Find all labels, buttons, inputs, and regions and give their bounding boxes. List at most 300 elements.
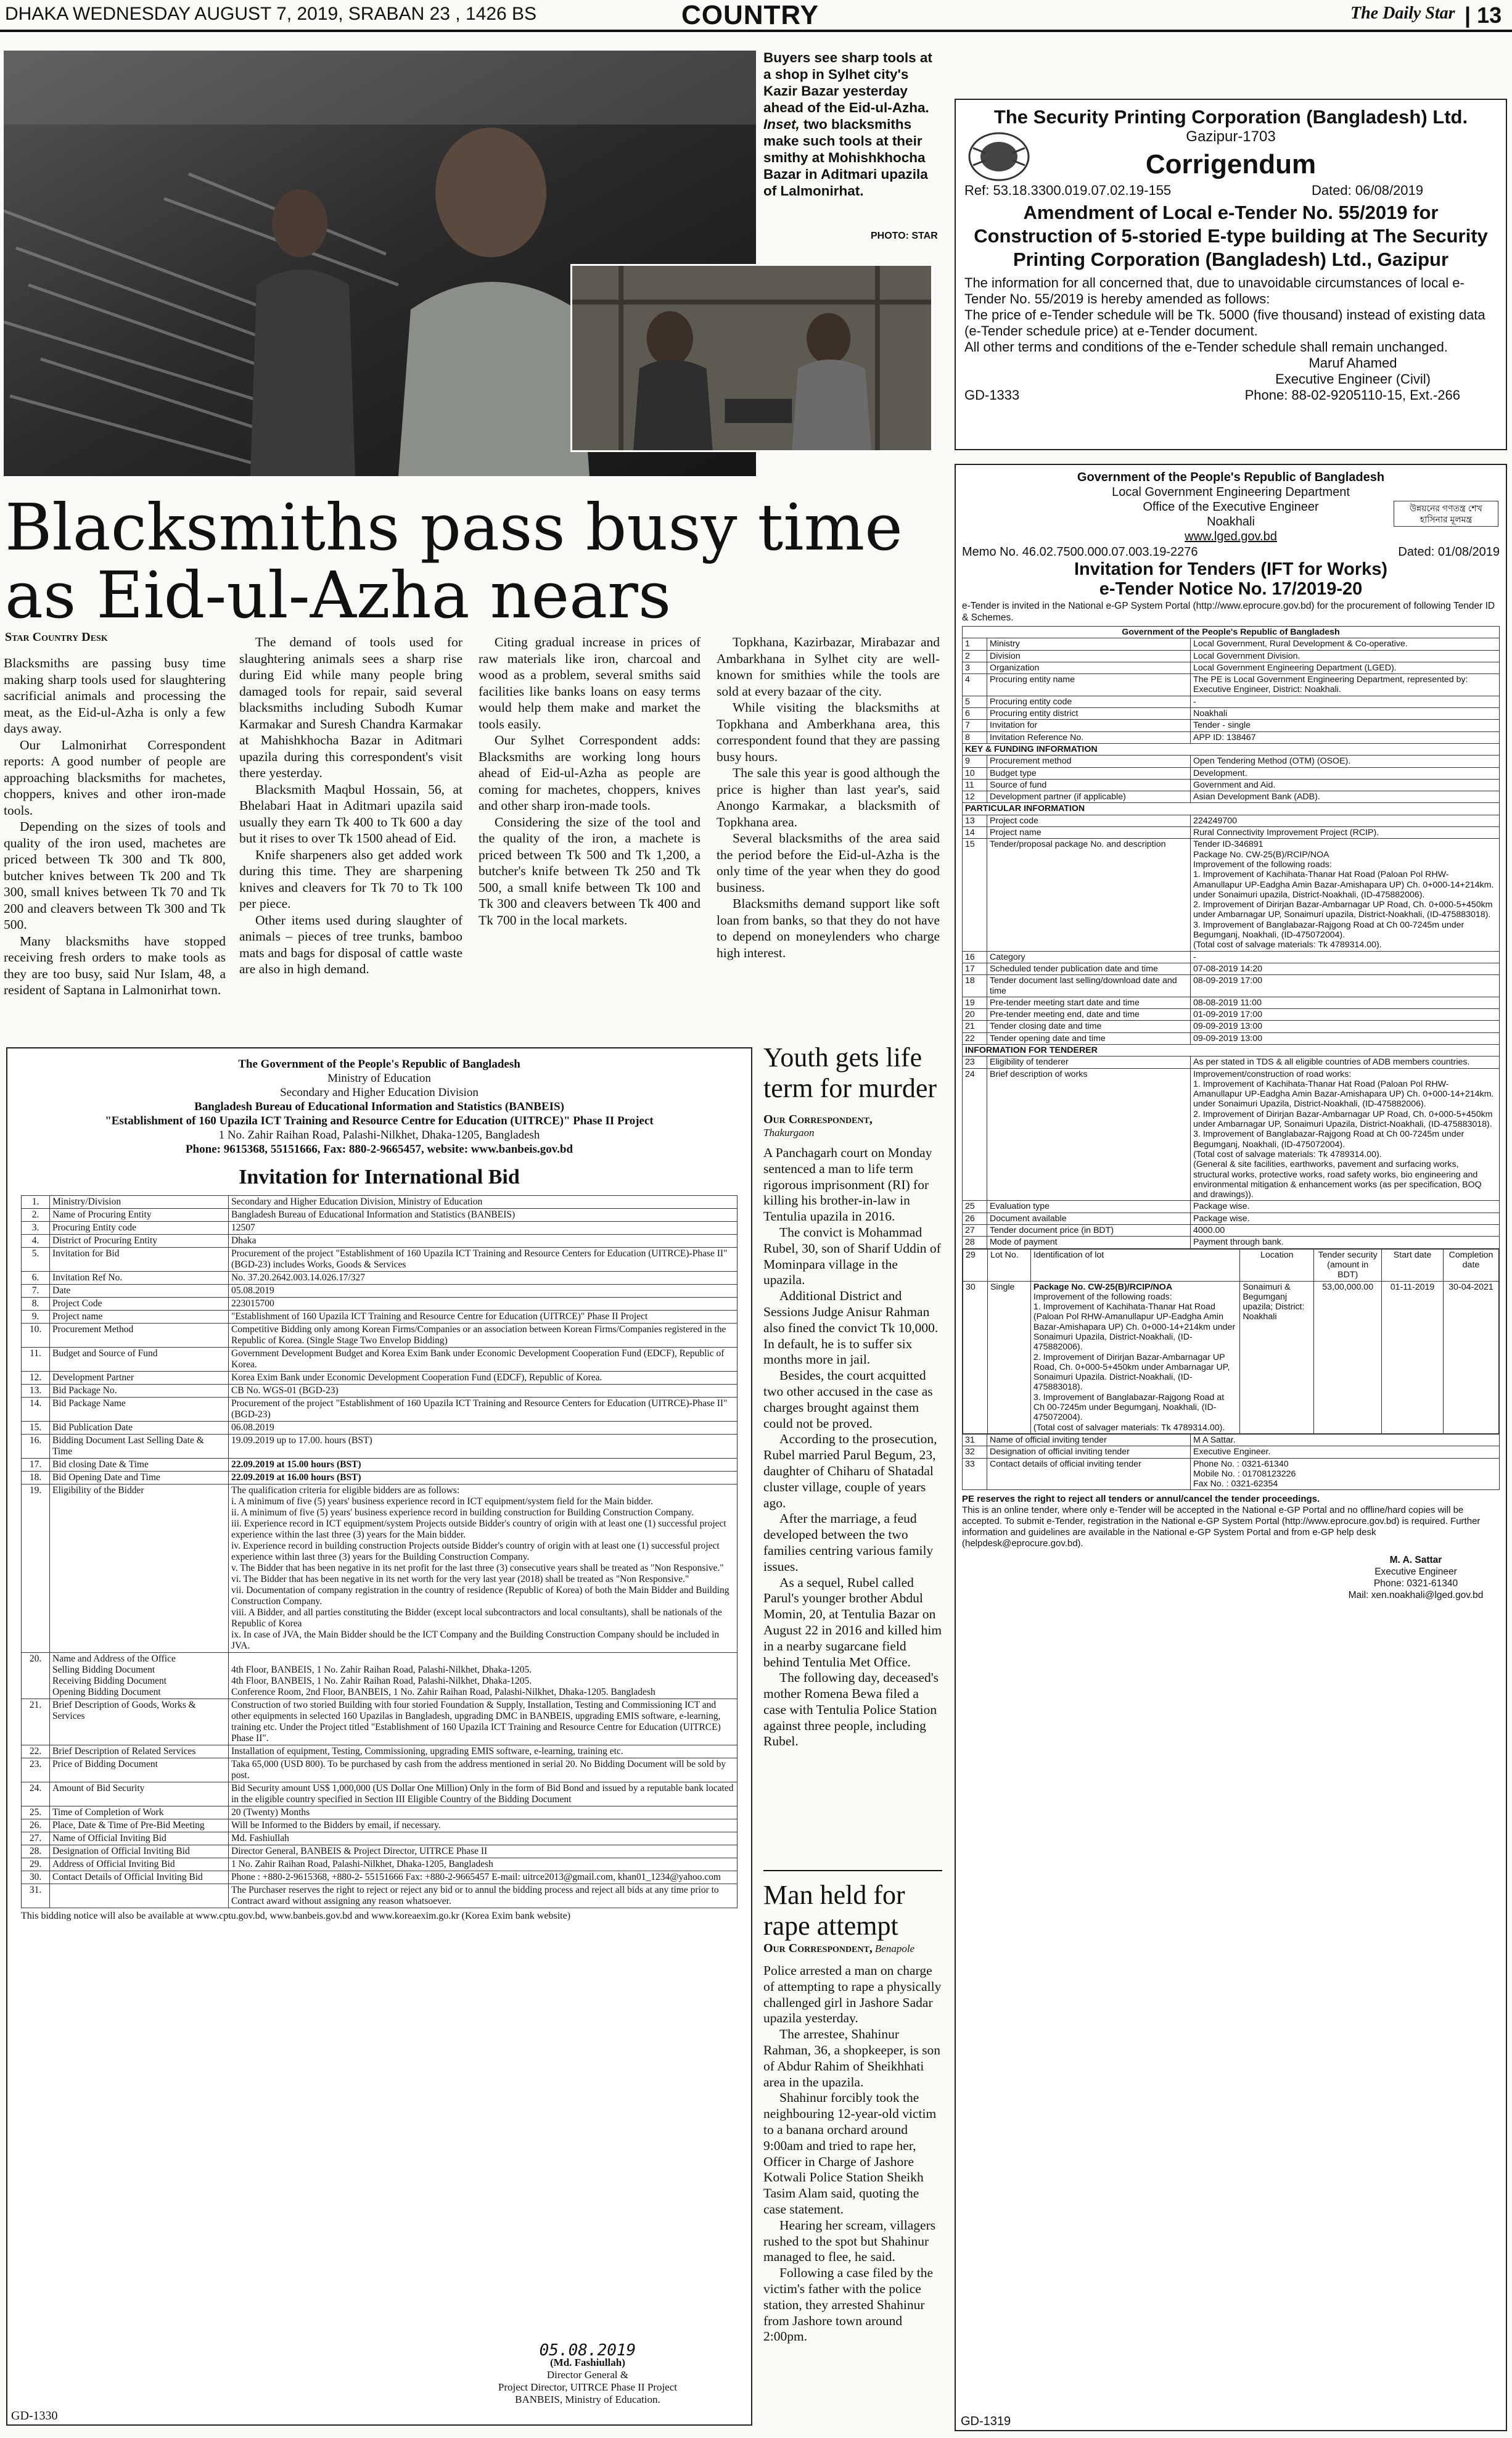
table-cell: The qualification criteria for eligible bidders are as follows: i. A minimum of five (5) years' business experience record in ICT equipment/system field for the Main bidder. ii. A minimum of five (5) years' business experience record in building construction for Building Construction Company. iii. Experience record in ICT equipment/system Projects outside Bidder's country of origin with at least one (1) successful project experience within the last three (3) years for the Main bidder. iv. Experience record in building construction Projects outside Bidder's country of origin with at least one (1) successful project experience within last three (3) years for the Building Construction Company. v. The Bidder that has been negative in its net profit for the last three (3) consecutive years shall be treated as "Non Responsive." vi. The Bidder that has been negative in its net worth for the very last year (2018) shall be treated as "Non Responsive." vii. Documentation of company registration in the country of residence (Republic of Korea) of both the Main Bidder and Building Construction Company. viii. A Bidder, and all parties constituting the Bidder (except local subcontractors and local consultants), shall be nationals of the Republic of Korea ix. In case of JVA, the Main Bidder should be the ICT Company and the Building Construction Company should be included in JVA.	[229, 1485, 738, 1653]
table-cell: 25	[963, 1201, 987, 1213]
ad-title	[962, 559, 1500, 599]
table-cell: 31.	[22, 1884, 50, 1908]
table-cell: 05.08.2019	[229, 1285, 738, 1298]
table-cell: 31	[963, 1434, 987, 1446]
table-cell: Procuring entity name	[987, 674, 1191, 696]
table-cell: 20	[963, 1009, 987, 1021]
caption-text-2: two blacksmiths make such tools at their smithy at Mohishkhocha Bazar in Aditmari upazila of Lalmonirhat.	[763, 117, 928, 199]
table-cell: Package wise.	[1191, 1213, 1500, 1224]
table-cell: 33	[963, 1458, 987, 1490]
table-cell: CB No. WGS-01 (BGD-23)	[229, 1385, 738, 1398]
ad-signature	[498, 2341, 677, 2406]
ad-footer-row	[964, 387, 1497, 403]
table-cell: Amount of Bid Security	[50, 1782, 229, 1806]
spc-corrigendum-ad	[955, 99, 1507, 450]
table-cell: Price of Bidding Document	[50, 1758, 229, 1782]
signer-title-3: BANBEIS, Ministry of Education.	[515, 2394, 660, 2405]
lot-table	[963, 1249, 1499, 1434]
table-cell: Invitation for Bid	[50, 1248, 229, 1272]
story-body	[763, 1145, 942, 1750]
table-row	[963, 963, 1500, 974]
table-cell: 27	[963, 1225, 987, 1237]
table-row	[963, 779, 1500, 791]
table-cell: Government of the People's Republic of Bangladesh	[963, 627, 1500, 638]
paragraph: As a sequel, Rubel called Parul's younger brother Abdul Momin, 20, at Tentulia Bazar on August 22 in 2016 and killed him in a nearby sugarcane field behind Tentulia Met Office.	[763, 1575, 942, 1670]
ad-memo: Memo No. 46.02.7500.000.07.003.19-2276	[962, 545, 1198, 559]
ad-title: Corrigendum	[1145, 149, 1317, 179]
lot-package: Package No. CW-25(B)/RCIP/NOA	[1033, 1282, 1173, 1292]
table-cell: 21	[963, 1021, 987, 1032]
bid-table	[21, 1195, 738, 1908]
signer-name: M. A. Sattar	[1389, 1555, 1442, 1566]
table-row	[963, 1201, 1500, 1213]
table-cell: 22.	[22, 1745, 50, 1758]
table-cell: 08-09-2019 17:00	[1191, 975, 1500, 997]
table-cell: Invitation for	[987, 720, 1191, 731]
table-row	[963, 1056, 1500, 1068]
table-row	[22, 1398, 738, 1422]
table-cell: 2	[963, 650, 987, 662]
paragraph: According to the prosecution, Rubel married Parul Begum, 23, daughter of Chiharu of Shatadal cluster village, couple of years ago.	[763, 1431, 937, 1510]
table-cell: Tender opening date and time	[987, 1032, 1191, 1044]
table-cell: Md. Fashiullah	[229, 1832, 738, 1845]
table-row	[963, 708, 1500, 720]
table-row	[963, 662, 1500, 673]
story-rape-attempt	[763, 1880, 942, 2345]
table-cell: Brief Description of Related Services	[50, 1745, 229, 1758]
story-place: Benapole	[874, 1943, 915, 1954]
table-cell: 18	[963, 975, 987, 997]
table-cell: Development Partner	[50, 1372, 229, 1385]
paragraph: Many blacksmiths have stopped receiving fresh orders to make tools as they are too busy, said Nur Islam, 48, a resident of Saptana in Lalmonirhat town.	[4, 933, 226, 997]
table-cell: 22.09.2019 at 16.00 hours (BST)	[229, 1472, 738, 1485]
table-row	[963, 839, 1500, 951]
table-cell: Division	[987, 650, 1191, 662]
table-row	[963, 638, 1500, 650]
table-row	[22, 1858, 738, 1871]
ad-note: This is an online tender, where only e-Tender will be accepted in the National e-GP Portal and no offline/hard copies will be accepted. To submit e-Tender, registration in the National e-GP System Portal (http://www.eprocure.gov.bd) is required. Further information and guidelines are available in the National e-GP System Portal and from e-GP help desk (helpdesk@eprocure.gov.bd).	[962, 1505, 1481, 1549]
paragraph: The sale this year is good although the price is higher than last year's, said Anongo Karmakar, a blacksmith of Topkhana area.	[717, 765, 940, 830]
table-cell: Project code	[987, 815, 1191, 826]
table-cell: Budget type	[987, 767, 1191, 779]
table-row	[22, 1871, 738, 1884]
signer-phone: Phone: 0321-61340	[1373, 1578, 1458, 1589]
table-cell: 12507	[229, 1222, 738, 1235]
table-cell: -	[1191, 951, 1500, 963]
table-cell: 17.	[22, 1459, 50, 1472]
table-cell: Package wise.	[1191, 1201, 1500, 1213]
table-cell: Development.	[1191, 767, 1500, 779]
table-cell: 9	[963, 756, 987, 767]
table-cell: 3	[963, 662, 987, 673]
paragraph: Shahinur forcibly took the neighbouring 12-year-old victim to a banana orchard around 9:00am and tried to rape her, Officer in Charge of Jashore Kotwali Police Station Sheikh Tasim Alam said, quoting the case statement.	[763, 2090, 937, 2217]
table-row	[22, 1196, 738, 1209]
table-cell: Phone No. : 0321-61340 Mobile No. : 01708123226 Fax No. : 0321-62354	[1191, 1458, 1500, 1490]
table-cell: "Establishment of 160 Upazila ICT Training and Resource Centre for Education (UITRCE)" Phase II Project	[229, 1311, 738, 1324]
table-cell: Pre-tender meeting start date and time	[987, 997, 1191, 1008]
table-cell: Ministry	[987, 638, 1191, 650]
table-cell: Open Tendering Method (OTM) (OSOE).	[1191, 756, 1500, 767]
paragraph: After the marriage, a feud developed between the two families centring various family issues.	[763, 1511, 934, 1574]
photo-caption	[763, 49, 942, 199]
table-cell: Tender/proposal package No. and description	[987, 839, 1191, 951]
table-cell	[50, 1884, 229, 1908]
table-cell: 15.	[22, 1422, 50, 1435]
table-cell: 18.	[22, 1472, 50, 1485]
table-row	[963, 1009, 1500, 1021]
lged-tender-ad	[955, 464, 1507, 2431]
table-cell: Invitation Ref No.	[50, 1272, 229, 1285]
lot-section	[963, 1248, 1500, 1434]
table-cell: 29.	[22, 1858, 50, 1871]
table-row	[963, 1237, 1500, 1248]
caption-inset-label: Inset,	[763, 117, 800, 132]
table-row	[963, 1068, 1500, 1201]
table-cell: 09-09-2019 13:00	[1191, 1021, 1500, 1032]
table-row	[22, 1298, 738, 1311]
table-cell: District of Procuring Entity	[50, 1235, 229, 1248]
table-cell: Local Government Division.	[1191, 650, 1500, 662]
table-cell: 6.	[22, 1272, 50, 1285]
table-cell: Local Government, Rural Development & Co-operative.	[1191, 638, 1500, 650]
table-cell: 4th Floor, BANBEIS, 1 No. Zahir Raihan Road, Palashi-Nilkhet, Dhaka-1205. 4th Floor, BANBEIS, 1 No. Zahir Raihan Road, Palashi-Nilkhet, Dhaka-1205. Conference Room, 2nd Floor, BANBEIS, 1 No. Zahir Raihan Road, Palashi-Nilkhet, Dhaka-1205. Bangladesh	[229, 1653, 738, 1699]
table-cell: Scheduled tender publication date and time	[987, 963, 1191, 974]
table-cell: Designation of official inviting tender	[987, 1446, 1191, 1458]
table-row	[963, 743, 1500, 755]
ad-division: Secondary and Higher Education Division	[280, 1086, 479, 1099]
table-row	[963, 1032, 1500, 1044]
tender-table	[962, 626, 1500, 1490]
lot-row	[963, 1281, 1499, 1433]
table-cell: 32	[963, 1446, 987, 1458]
table-cell: -	[1191, 696, 1500, 707]
table-cell: Construction of two storied Building with four storied Foundation & Supply, Installation, Testing and Commissioning ICT and other equipments in selected 160 Upazilas in Bangladesh, upgrading DMC in BANBEIS, upgrading EMIS software, e-learning, training etc. Under the Project titled "Establishment of 160 Upazila ICT Training and Resource Centre for Education (UITRCE) Phase II".	[229, 1699, 738, 1745]
table-cell: Procurement of the project "Establishment of 160 Upazila ICT Training and Resource Centers for Education (UITRCE)-Phase II" (BGD-23) includes Works, Goods & Services	[229, 1248, 738, 1272]
table-cell: 29	[963, 1249, 988, 1281]
article-column-1	[4, 655, 226, 999]
table-cell: Tender ID-346891 Package No. CW-25(B)/RCIP/NOA Improvement of the following roads: 1. Improvement of Kachihata-Thanar Hat Road (Paloan Pol RHW-Amanullapur UP-Eadgha Amin Bazar-Amishapara UP) Ch. 0+000-14+214km. under Sonaimuri upazila, District-Noakhali, (ID-475882006). 2. Improvement of Dirirjan Bazar-Ambarnagar UP Road, Ch. 0+000-5+450km under Ambarnagar UP, Sonaimuri upazila, District-Noakhali, (ID-475883018). 3. Improvement of Banglabazar-Rajgong Road at Ch 00-7245m under Begumganj, Noakhali, (ID-475072004). (Total cost of salvage materials: Tk 4789314.00).	[1191, 839, 1500, 951]
table-cell: Taka 65,000 (USD 800). To be purchased by cash from the address mentioned in serial 20. No Bidding Document will be sold by post.	[229, 1758, 738, 1782]
table-row	[963, 975, 1500, 997]
table-row	[22, 1745, 738, 1758]
table-cell: No. 37.20.2642.003.14.026.17/327	[229, 1272, 738, 1285]
table-cell: 7	[963, 720, 987, 731]
table-row	[22, 1324, 738, 1348]
table-row	[22, 1209, 738, 1222]
table-row	[963, 767, 1500, 779]
table-row	[963, 827, 1500, 839]
table-cell: 08-08-2019 11:00	[1191, 997, 1500, 1008]
table-cell: Procuring Entity code	[50, 1222, 229, 1235]
ad-project: "Establishment of 160 Upazila ICT Training and Resource Centre for Education (UITRCE)" Phase II Project	[105, 1114, 654, 1127]
table-cell: The Purchaser reserves the right to reject or reject any bid or to annul the bidding process and reject all bids at any time prior to Contract award without assigning any reason whatsoever.	[229, 1884, 738, 1908]
paragraph: Considering the size of the tool and the quality of the iron, a machete is priced between Tk 500 and Tk 1,200, a butcher's knife between Tk 250 and Tk 500, a small knife between Tk 100 and Tk 300 and cleavers between Tk 400 and Tk 700 in the local markets.	[479, 814, 701, 928]
paragraph: The demand of tools used for slaughtering animals sees a sharp rise during Eid while many people bring damaged tools for repair, said several blacksmiths including Subodh Kumar Karmakar and Suresh Chandra Karmakar at Mahishkhocha Bazar in Aditmari upazila during this correspondent's visit there yesterday.	[239, 635, 462, 780]
table-cell: 4000.00	[1191, 1225, 1500, 1237]
table-cell: 8.	[22, 1298, 50, 1311]
table-cell: Designation of Official Inviting Bid	[50, 1845, 229, 1858]
table-row	[22, 1222, 738, 1235]
table-cell: 53,00,000.00	[1314, 1281, 1382, 1433]
table-cell: 11	[963, 779, 987, 791]
paragraph: Police arrested a man on charge of attempting to rape a physically challenged girl in Jashore Sadar upazila yesterday.	[763, 1963, 942, 2026]
table-cell: Bid Security amount US$ 1,000,000 (US Dollar One Million) Only in the form of Bid Bond and issued by a reputable bank located in the eligible country specified in Section III Eligible Country of the Bidding Document	[229, 1782, 738, 1806]
divider	[763, 1870, 942, 1871]
ad-body	[964, 275, 1497, 355]
table-row	[963, 815, 1500, 826]
table-cell: Installation of equipment, Testing, Commissioning, upgrading EMIS software, e-learning, training etc.	[229, 1745, 738, 1758]
table-cell: Development partner (if applicable)	[987, 791, 1191, 803]
table-cell: Pre-tender meeting end, date and time	[987, 1009, 1191, 1021]
ad-bureau: Bangladesh Bureau of Educational Information and Statistics (BANBEIS)	[194, 1100, 564, 1113]
table-cell: Procurement of the project "Establishment of 160 Upazila ICT Training and Resource Centers for Education (UITRCE)-Phase II" (BGD-23)	[229, 1398, 738, 1422]
table-cell: 10	[963, 767, 987, 779]
lot-identification	[1030, 1281, 1239, 1433]
table-cell: 28	[963, 1237, 987, 1248]
table-row	[963, 696, 1500, 707]
table-cell: 19	[963, 997, 987, 1008]
table-row	[22, 1832, 738, 1845]
table-cell: Name of official inviting tender	[987, 1434, 1191, 1446]
table-cell: 12.	[22, 1372, 50, 1385]
gd-number: GD-1330	[11, 2409, 58, 2423]
story-byline: Our Correspondent,	[763, 1942, 873, 1955]
paragraph: Blacksmiths are passing busy time making sharp tools used for slaughtering sacrificial animals and processing the meat, as the Eid-ul-Azha is only a few days away.	[4, 656, 226, 736]
table-row	[22, 1422, 738, 1435]
headline: Blacksmiths pass busy time as Eid-ul-Azha nears	[5, 490, 903, 633]
table-cell: 06.08.2019	[229, 1422, 738, 1435]
paragraph: While visiting the blacksmiths at Topkhana and Amberkhana area, this correspondent found that they are passing busy hours.	[717, 700, 940, 764]
table-row	[22, 1285, 738, 1298]
paragraph: Besides, the court acquitted two other accused in the case as charges brought against them could not be proved.	[763, 1368, 933, 1431]
article-column-4	[717, 634, 940, 961]
table-cell: Procurement method	[987, 756, 1191, 767]
ad-website: www.lged.gov.bd	[1185, 530, 1277, 543]
table-cell: 2.	[22, 1209, 50, 1222]
table-cell: Brief description of works	[987, 1068, 1191, 1201]
inset-photo	[570, 264, 933, 452]
table-cell: Address of Official Inviting Bid	[50, 1858, 229, 1871]
table-cell: Asian Development Bank (ADB).	[1191, 791, 1500, 803]
masthead	[0, 0, 1512, 32]
table-cell: 13.	[22, 1385, 50, 1398]
table-cell: 1.	[22, 1196, 50, 1209]
signer-title: Executive Engineer	[1374, 1567, 1457, 1578]
table-cell: Bangladesh Bureau of Educational Information and Statistics (BANBEIS)	[229, 1209, 738, 1222]
paragraph: Other items used during slaughter of animals – pieces of tree trunks, bamboo mats and bags for disposal of cattle waste are also in high demand.	[239, 912, 462, 976]
table-cell: Time of Completion of Work	[50, 1806, 229, 1819]
table-cell: Government Development Budget and Korea Exim Bank under Economic Development Cooperation Fund (EDCF), Republic of Korea.	[229, 1348, 738, 1372]
table-cell: Brief Description of Goods, Works & Services	[50, 1699, 229, 1745]
table-cell: 16.	[22, 1435, 50, 1459]
paragraph: Hearing her scream, villagers rushed to the spot but Shahinur managed to flee, he said.	[763, 2217, 936, 2265]
table-cell: Procuring entity code	[987, 696, 1191, 707]
table-cell: 5.	[22, 1248, 50, 1272]
newspaper-logo: The Daily Star	[1350, 4, 1455, 23]
paragraph: Following a case filed by the victim's father with the police station, they arrested Shahinur from Jashore town around 2:00pm.	[763, 2265, 933, 2344]
table-cell: Sonaimuri & Begumganj upazila; District: Noakhali	[1240, 1281, 1314, 1433]
ad-intro: e-Tender is invited in the National e-GP System Portal (http://www.eprocure.gov.bd) for the procurement of following Tender ID & Schemes.	[962, 601, 1495, 623]
table-row	[963, 997, 1500, 1008]
table-cell: 1 No. Zahir Raihan Road, Palashi-Nilkhet, Dhaka-1205, Bangladesh	[229, 1858, 738, 1871]
table-header-row	[963, 627, 1500, 638]
table-cell: Contact details of official inviting tender	[987, 1458, 1191, 1490]
table-cell: The PE is Local Government Engineering Department, represented by: Executive Engineer, District: Noakhali.	[1191, 674, 1500, 696]
table-row	[963, 650, 1500, 662]
table-cell: Executive Engineer.	[1191, 1446, 1500, 1458]
table-cell: 26.	[22, 1819, 50, 1832]
ad-ref-row	[964, 183, 1497, 199]
ad-gov: The Government of the People's Republic of Bangladesh	[238, 1058, 520, 1071]
table-cell: 4	[963, 674, 987, 696]
signature-date: 05.08.2019	[539, 2341, 636, 2360]
ad-office: Office of the Executive Engineer	[1143, 500, 1319, 514]
ad-body-2: The price of e-Tender schedule will be Tk. 5000 (five thousand) instead of existing data (e-Tender schedule price) at e-Tender document.	[964, 307, 1485, 339]
ad-address: 1 No. Zahir Raihan Road, Palashi-Nilkhet, Dhaka-1205, Bangladesh	[218, 1129, 540, 1142]
table-cell: Tender document price (in BDT)	[987, 1225, 1191, 1237]
table-cell: 23.	[22, 1758, 50, 1782]
ad-subject: Amendment of Local e-Tender No. 55/2019 for Construction of 5-storied E-type building at The Security Printing Corporation (Bangladesh) Ltd., Gazipur	[974, 202, 1488, 270]
ad-gov: Government of the People's Republic of Bangladesh	[1077, 471, 1385, 484]
table-cell: Bid Opening Date and Time	[50, 1472, 229, 1485]
table-cell: 224249700	[1191, 815, 1500, 826]
table-row	[22, 1699, 738, 1745]
ad-address: Gazipur-1703	[1186, 128, 1276, 145]
ad-date: Dated: 01/08/2019	[1398, 545, 1500, 559]
table-cell: Will be Informed to the Bidders by email, if necessary.	[229, 1819, 738, 1832]
table-cell: Date	[50, 1285, 229, 1298]
caption-text: Buyers see sharp tools at a shop in Sylhet city's Kazir Bazar yesterday ahead of the Eid-ul-Azha.	[763, 50, 932, 115]
table-cell: Procurement Method	[50, 1324, 229, 1348]
table-cell: Project name	[987, 827, 1191, 839]
table-cell: Name and Address of the Office Selling Bidding Document Receiving Bidding Document Opening Bidding Document	[50, 1653, 229, 1699]
paragraph: Depending on the sizes of tools and quality of the iron used, machetes are priced between Tk 300 and Tk 800, butcher knives between Tk 200 and Tk 300, small knives between Tk 70 and Tk 200 and cleavers between Tk 300 and Tk 500.	[4, 819, 226, 932]
signer-title-2: Project Director, UITRCE Phase II Project	[498, 2381, 677, 2393]
story-headline: Man held for rape attempt	[763, 1880, 905, 1941]
table-cell: Tender security (amount in BDT)	[1314, 1249, 1382, 1281]
table-cell: 30-04-2021	[1443, 1281, 1498, 1433]
table-cell: Identification of lot	[1030, 1249, 1239, 1281]
table-cell: Project name	[50, 1311, 229, 1324]
table-cell: 4.	[22, 1235, 50, 1248]
table-cell: Phone : +880-2-9615368, +880-2- 55151666 Fax: +880-2-9665457 E-mail: uitrce2013@gmail.com, khan01_1234@yahoo.com	[229, 1871, 738, 1884]
gd-number: GD-1319	[961, 2415, 1011, 2428]
ad-district: Noakhali	[1207, 515, 1255, 529]
table-cell: 26	[963, 1213, 987, 1224]
table-cell: 22.09.2019 at 15.00 hours (BST)	[229, 1459, 738, 1472]
table-cell: 07-08-2019 14:20	[1191, 963, 1500, 974]
ad-ministry: Ministry of Education	[327, 1072, 431, 1085]
table-cell: Director General, BANBEIS & Project Director, UITRCE Phase II	[229, 1845, 738, 1858]
table-row	[22, 1248, 738, 1272]
ad-dept: Local Government Engineering Department	[1112, 485, 1350, 499]
table-cell: 24	[963, 1068, 987, 1201]
table-cell: 19.	[22, 1485, 50, 1653]
table-cell: Location	[1240, 1249, 1314, 1281]
table-row	[22, 1485, 738, 1653]
table-row	[963, 1021, 1500, 1032]
photo-credit: PHOTO: STAR	[871, 231, 938, 241]
table-cell: Eligibility of the Bidder	[50, 1485, 229, 1653]
table-cell: Bid closing Date & Time	[50, 1459, 229, 1472]
table-cell: Invitation Reference No.	[987, 731, 1191, 743]
ad-phone: Phone: 9615368, 55151666, Fax: 880-2-9665457, website: www.banbeis.gov.bd	[185, 1143, 573, 1156]
paragraph: Our Lalmonirhat Correspondent reports: A good number of people are approaching blacksmiths for machetes, choppers, knives and other iron-made tools.	[4, 737, 226, 818]
table-row	[963, 1225, 1500, 1237]
ad-notes	[962, 1494, 1500, 1549]
story-byline: Our Correspondent,	[763, 1113, 873, 1126]
table-cell: Tender closing date and time	[987, 1021, 1191, 1032]
article-column-2	[239, 634, 462, 978]
table-row	[22, 1385, 738, 1398]
table-cell: Bidding Document Last Selling Date & Time	[50, 1435, 229, 1459]
banbeis-tender-ad	[6, 1047, 752, 2426]
table-cell: 6	[963, 708, 987, 720]
table-cell: Eligibility of tenderer	[987, 1056, 1191, 1068]
table-cell: Place, Date & Time of Pre-Bid Meeting	[50, 1819, 229, 1832]
dateline: DHAKA WEDNESDAY AUGUST 7, 2019, SRABAN 23 , 1426 BS	[5, 4, 537, 24]
ad-ref: Ref: 53.18.3300.019.07.02.19-155	[964, 183, 1172, 198]
table-cell: Contact Details of Official Inviting Bid	[50, 1871, 229, 1884]
table-cell: 8	[963, 731, 987, 743]
table-cell: 19.09.2019 up to 17.00. hours (BST)	[229, 1435, 738, 1459]
ad-note-bold: PE reserves the right to reject all tenders or annul/cancel the tender proceedings.	[962, 1494, 1320, 1505]
lot-description: Improvement of the following roads: 1. Improvement of Kachihata-Thanar Hat Road (Paloan Pol RHW-Amanullapur UP-Eadgha Amin Bazar-Amishapara UP) Ch. 0+000-14+214km under Sonaimuri Upazila, District-Noakhali, (ID-475882006). 2. Improvement of Dirirjan Bazar-Ambarnagar UP Road, Ch. 0+000-5+450km under Ambarnagar UP, Sonaimuri Upazila. District-Noakhali, (ID-475883018). 3. Improvement of Banglabazar-Rajgong Road at Ch 00-7245m under Begumganj, Noakhali, (ID-475072004). (Total cost of salvager materials: Tk 4789314.00).	[1033, 1291, 1236, 1433]
table-cell: 22	[963, 1032, 987, 1044]
ad-body-3: All other terms and conditions of the e-Tender schedule shall remain unchanged.	[964, 339, 1448, 355]
paragraph: Several blacksmiths of the area said the period before the Eid-ul-Azha is the only time of the year when they do good business.	[717, 831, 940, 895]
table-cell: 20.	[22, 1653, 50, 1699]
table-cell: 01-09-2019 17:00	[1191, 1009, 1500, 1021]
table-cell: INFORMATION FOR TENDERER	[963, 1044, 1500, 1056]
paragraph: Blacksmith Maqbul Hossain, 56, at Bhelabari Haat in Aditmari upazila said usually they earn Tk 400 to Tk 600 a day but it rises to over Tk 1500 ahead of Eid.	[239, 781, 462, 846]
table-cell: Bid Package No.	[50, 1385, 229, 1398]
table-row	[963, 1213, 1500, 1224]
ad-memo-row	[962, 545, 1500, 559]
table-row	[963, 1044, 1500, 1056]
table-cell: Competitive Bidding only among Korean Firms/Companies or an association between Korean Firms/Companies registered in the Republic of Korea. (Single Stage Two Envelop Bidding)	[229, 1324, 738, 1348]
paragraph: Additional District and Sessions Judge Anisur Rahman also fined the convict Tk 10,000. In default, he is to suffer six months more in jail.	[763, 1288, 939, 1367]
signer-name: Maruf Ahamed	[1309, 355, 1397, 371]
table-cell: 1	[963, 638, 987, 650]
spc-logo-icon	[967, 130, 1031, 184]
section-title: COUNTRY	[681, 0, 819, 30]
table-cell: 27.	[22, 1832, 50, 1845]
table-cell: 11.	[22, 1348, 50, 1372]
table-cell: 14.	[22, 1398, 50, 1422]
ad-title-2: e-Tender Notice No. 17/2019-20	[1099, 579, 1363, 599]
story-headline: Youth gets life term for murder	[763, 1042, 937, 1103]
table-cell: Document available	[987, 1213, 1191, 1224]
story-body	[763, 1963, 942, 2345]
table-cell: 9.	[22, 1311, 50, 1324]
table-cell: 3.	[22, 1222, 50, 1235]
table-cell: Project Code	[50, 1298, 229, 1311]
table-row	[22, 1845, 738, 1858]
table-row	[963, 1458, 1500, 1490]
ad-title-1: Invitation for Tenders (IFT for Works)	[1074, 559, 1388, 579]
table-cell: Government and Aid.	[1191, 779, 1500, 791]
table-row	[22, 1311, 738, 1324]
page-number: | 13	[1465, 2, 1502, 28]
paragraph: Knife sharpeners also get added work during this time. They are sharpening knives and cleavers for Tk 70 to Tk 100 per piece.	[239, 847, 462, 911]
table-row	[963, 756, 1500, 767]
story-place: Thakurgaon	[763, 1127, 815, 1139]
table-cell: 13	[963, 815, 987, 826]
table-row	[22, 1806, 738, 1819]
table-cell: Noakhali	[1191, 708, 1500, 720]
ad-phone: Phone: 88-02-9205110-15, Ext.-266	[1244, 387, 1460, 403]
